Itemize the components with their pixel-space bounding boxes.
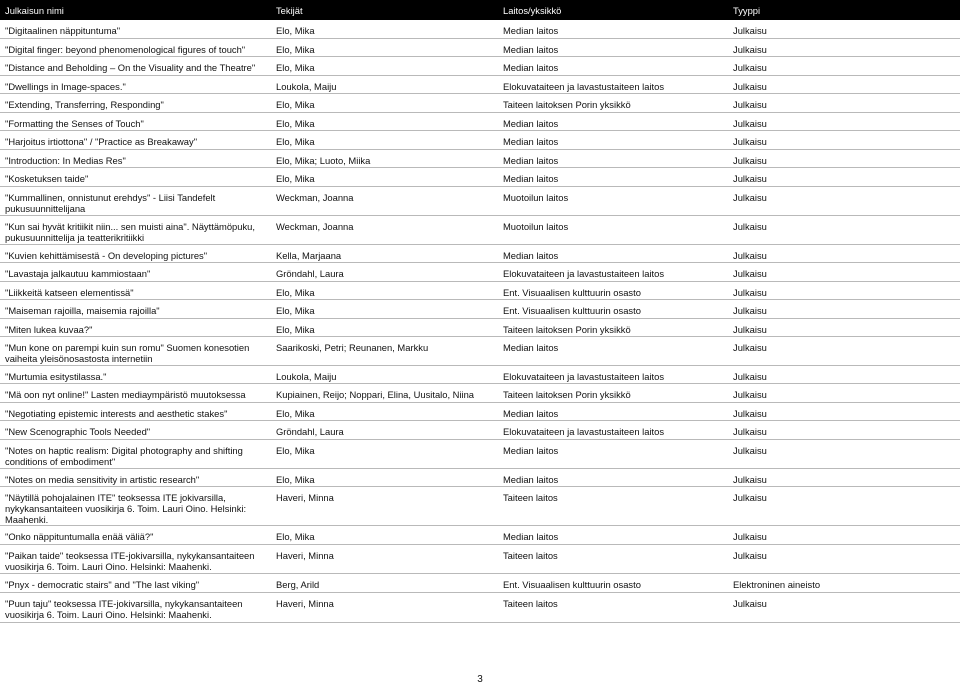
cell-authors: Gröndahl, Laura	[276, 426, 344, 437]
cell-authors: Elo, Mika	[276, 445, 315, 456]
cell-authors: Elo, Mika	[276, 324, 315, 335]
cell-type: Julkaisu	[733, 408, 767, 419]
table-row[interactable]	[0, 421, 960, 440]
cell-publication-name: "Puun taju" teoksessa ITE-jokivarsilla, nykykansantaiteen vuosikirja 6. Toim. Lauri Oino. Helsinki: Maahenki.	[5, 598, 243, 620]
cell-publication-name: "Kun sai hyvät kritiikit niin... sen muisti aina". Näyttämöpuku, pukusuunnittelija ja teatterikritiikki	[5, 221, 255, 243]
table-row[interactable]	[0, 131, 960, 150]
cell-type: Julkaisu	[733, 173, 767, 184]
table-row[interactable]	[0, 187, 960, 216]
cell-type: Julkaisu	[733, 342, 767, 353]
cell-unit: Median laitos	[503, 250, 559, 261]
cell-publication-name: "Kummallinen, onnistunut erehdys" - Liisi Tandefelt pukusuunnittelijana	[5, 192, 216, 214]
cell-authors: Berg, Arild	[276, 579, 320, 590]
cell-publication-name: "Notes on haptic realism: Digital photography and shifting conditions of embodiment"	[5, 445, 243, 467]
cell-authors: Elo, Mika	[276, 474, 315, 485]
cell-authors: Elo, Mika	[276, 305, 315, 316]
page-number: 3	[477, 674, 483, 685]
table-row[interactable]	[0, 216, 960, 245]
table-row[interactable]	[0, 150, 960, 168]
table-row[interactable]	[0, 469, 960, 487]
table-row[interactable]	[0, 113, 960, 131]
table-row[interactable]	[0, 526, 960, 545]
cell-publication-name: "Formatting the Senses of Touch"	[5, 118, 144, 129]
cell-type: Julkaisu	[733, 474, 767, 485]
table-row[interactable]	[0, 263, 960, 282]
cell-type: Julkaisu	[733, 25, 767, 36]
cell-type: Julkaisu	[733, 426, 767, 437]
cell-type: Julkaisu	[733, 268, 767, 279]
cell-authors: Loukola, Maiju	[276, 371, 337, 382]
cell-unit: Elokuvataiteen ja lavastustaiteen laitos	[503, 81, 665, 92]
cell-unit: Taiteen laitos	[503, 598, 558, 609]
cell-type: Julkaisu	[733, 118, 767, 129]
cell-publication-name: "Notes on media sensitivity in artistic research"	[5, 474, 200, 485]
table-row[interactable]	[0, 574, 960, 593]
table-row[interactable]	[0, 57, 960, 76]
cell-unit: Ent. Visuaalisen kulttuurin osasto	[503, 579, 641, 590]
cell-publication-name: "Lavastaja jalkautuu kammiostaan"	[5, 268, 151, 279]
cell-publication-name: "Pnyx - democratic stairs" and "The last viking"	[5, 579, 200, 590]
cell-authors: Elo, Mika	[276, 287, 315, 298]
cell-unit: Taiteen laitoksen Porin yksikkö	[503, 324, 631, 335]
cell-authors: Elo, Mika	[276, 136, 315, 147]
cell-publication-name: "Negotiating epistemic interests and aesthetic stakes"	[5, 408, 228, 419]
table-row[interactable]	[0, 384, 960, 403]
cell-authors: Elo, Mika	[276, 25, 315, 36]
table-row[interactable]	[0, 76, 960, 94]
cell-unit: Muotoilun laitos	[503, 221, 569, 232]
cell-unit: Median laitos	[503, 62, 559, 73]
cell-authors: Elo, Mika	[276, 99, 315, 110]
cell-publication-name: "Paikan taide" teoksessa ITE-jokivarsilla, nykykansantaiteen vuosikirja 6. Toim. Lauri Oino. Helsinki: Maahenki.	[5, 550, 255, 572]
cell-unit: Median laitos	[503, 342, 559, 353]
cell-publication-name: "Digital finger: beyond phenomenological figures of touch"	[5, 44, 246, 55]
cell-unit: Median laitos	[503, 408, 559, 419]
table-row[interactable]	[0, 39, 960, 57]
cell-publication-name: "Kuvien kehittämisestä - On developing pictures"	[5, 250, 208, 261]
cell-type: Julkaisu	[733, 371, 767, 382]
cell-type: Julkaisu	[733, 324, 767, 335]
cell-unit: Elokuvataiteen ja lavastustaiteen laitos	[503, 426, 665, 437]
table-row[interactable]	[0, 245, 960, 263]
table-row[interactable]	[0, 300, 960, 319]
table-row[interactable]	[0, 593, 960, 623]
cell-publication-name: "Kosketuksen taide"	[5, 173, 89, 184]
cell-authors: Elo, Mika; Luoto, Miika	[276, 155, 371, 166]
cell-publication-name: "Digitaalinen näppituntuma"	[5, 25, 121, 36]
table-header	[0, 0, 960, 20]
table-row[interactable]	[0, 168, 960, 187]
table-row[interactable]	[0, 319, 960, 337]
cell-authors: Kupiainen, Reijo; Noppari, Elina, Uusitalo, Niina	[276, 389, 475, 400]
table-row[interactable]	[0, 20, 960, 39]
cell-authors: Weckman, Joanna	[276, 192, 354, 203]
cell-authors: Elo, Mika	[276, 118, 315, 129]
table-row[interactable]	[0, 440, 960, 469]
cell-unit: Median laitos	[503, 474, 559, 485]
cell-publication-name: "Extending, Transferring, Responding"	[5, 99, 164, 110]
cell-authors: Elo, Mika	[276, 173, 315, 184]
cell-publication-name: "Murtumia esitystilassa."	[5, 371, 107, 382]
cell-publication-name: "Introduction: In Medias Res"	[5, 155, 126, 166]
cell-authors: Haveri, Minna	[276, 598, 334, 609]
cell-type: Julkaisu	[733, 221, 767, 232]
cell-type: Julkaisu	[733, 44, 767, 55]
cell-publication-name: "Liikkeitä katseen elementissä"	[5, 287, 134, 298]
cell-publication-name: "Distance and Beholding – On the Visuality and the Theatre"	[5, 62, 256, 73]
column-header-authors[interactable]: Tekijät	[276, 5, 303, 16]
table-row[interactable]	[0, 282, 960, 300]
cell-type: Julkaisu	[733, 445, 767, 456]
cell-type: Julkaisu	[733, 531, 767, 542]
cell-unit: Ent. Visuaalisen kulttuurin osasto	[503, 305, 641, 316]
cell-authors: Elo, Mika	[276, 44, 315, 55]
cell-unit: Median laitos	[503, 531, 559, 542]
cell-authors: Kella, Marjaana	[276, 250, 342, 261]
cell-publication-name: "New Scenographic Tools Needed"	[5, 426, 151, 437]
cell-authors: Weckman, Joanna	[276, 221, 354, 232]
cell-publication-name: "Näytillä pohojalainen ITE" teoksessa ITE jokivarsilla, nykykansantaiteen vuosikirja 6. Toim. Lauri Oino. Helsinki: Maahenki.	[5, 492, 247, 525]
table-row[interactable]	[0, 487, 960, 526]
cell-type: Julkaisu	[733, 192, 767, 203]
cell-authors: Loukola, Maiju	[276, 81, 337, 92]
cell-authors: Gröndahl, Laura	[276, 268, 344, 279]
cell-authors: Haveri, Minna	[276, 492, 334, 503]
table-row[interactable]	[0, 366, 960, 384]
cell-authors: Elo, Mika	[276, 62, 315, 73]
cell-unit: Ent. Visuaalisen kulttuurin osasto	[503, 287, 641, 298]
cell-publication-name: "Miten lukea kuvaa?"	[5, 324, 93, 335]
cell-publication-name: "Onko näppituntumalla enää väliä?"	[5, 531, 154, 542]
cell-publication-name: "Dwellings in Image-spaces."	[5, 81, 126, 92]
cell-unit: Median laitos	[503, 155, 559, 166]
column-header-type[interactable]: Tyyppi	[733, 5, 761, 16]
cell-authors: Elo, Mika	[276, 408, 315, 419]
cell-publication-name: "Harjoitus irtiottona" / "Practice as Breakaway"	[5, 136, 198, 147]
cell-unit: Taiteen laitoksen Porin yksikkö	[503, 389, 631, 400]
cell-unit: Median laitos	[503, 445, 559, 456]
cell-unit: Median laitos	[503, 118, 559, 129]
cell-authors: Haveri, Minna	[276, 550, 334, 561]
publication-table-body	[0, 20, 960, 623]
cell-type: Julkaisu	[733, 492, 767, 503]
column-header-name[interactable]: Julkaisun nimi	[5, 5, 64, 16]
cell-type: Julkaisu	[733, 136, 767, 147]
cell-unit: Taiteen laitos	[503, 550, 558, 561]
cell-type: Julkaisu	[733, 287, 767, 298]
table-row[interactable]	[0, 545, 960, 574]
cell-type: Julkaisu	[733, 305, 767, 316]
cell-type: Julkaisu	[733, 155, 767, 166]
table-row[interactable]	[0, 337, 960, 366]
cell-type: Julkaisu	[733, 62, 767, 73]
cell-authors: Elo, Mika	[276, 531, 315, 542]
cell-unit: Median laitos	[503, 173, 559, 184]
cell-type: Julkaisu	[733, 250, 767, 261]
cell-publication-name: "Mä oon nyt online!" Lasten mediaympäristö muutoksessa	[5, 389, 246, 400]
cell-unit: Median laitos	[503, 25, 559, 36]
cell-type: Julkaisu	[733, 550, 767, 561]
cell-type: Julkaisu	[733, 598, 767, 609]
cell-unit: Elokuvataiteen ja lavastustaiteen laitos	[503, 268, 665, 279]
column-header-unit[interactable]: Laitos/yksikkö	[503, 5, 562, 16]
table-row[interactable]	[0, 94, 960, 113]
cell-type: Elektroninen aineisto	[733, 579, 821, 590]
cell-authors: Saarikoski, Petri; Reunanen, Markku	[276, 342, 429, 353]
cell-type: Julkaisu	[733, 99, 767, 110]
cell-type: Julkaisu	[733, 389, 767, 400]
cell-unit: Muotoilun laitos	[503, 192, 569, 203]
cell-publication-name: "Mun kone on parempi kuin sun romu" Suomen konesotien vaiheita yleisönosastosta internetiin	[5, 342, 250, 364]
cell-unit: Median laitos	[503, 44, 559, 55]
cell-publication-name: "Maiseman rajoilla, maisemia rajoilla"	[5, 305, 160, 316]
cell-type: Julkaisu	[733, 81, 767, 92]
cell-unit: Median laitos	[503, 136, 559, 147]
cell-unit: Taiteen laitos	[503, 492, 558, 503]
cell-unit: Elokuvataiteen ja lavastustaiteen laitos	[503, 371, 665, 382]
table-row[interactable]	[0, 403, 960, 421]
cell-unit: Taiteen laitoksen Porin yksikkö	[503, 99, 631, 110]
